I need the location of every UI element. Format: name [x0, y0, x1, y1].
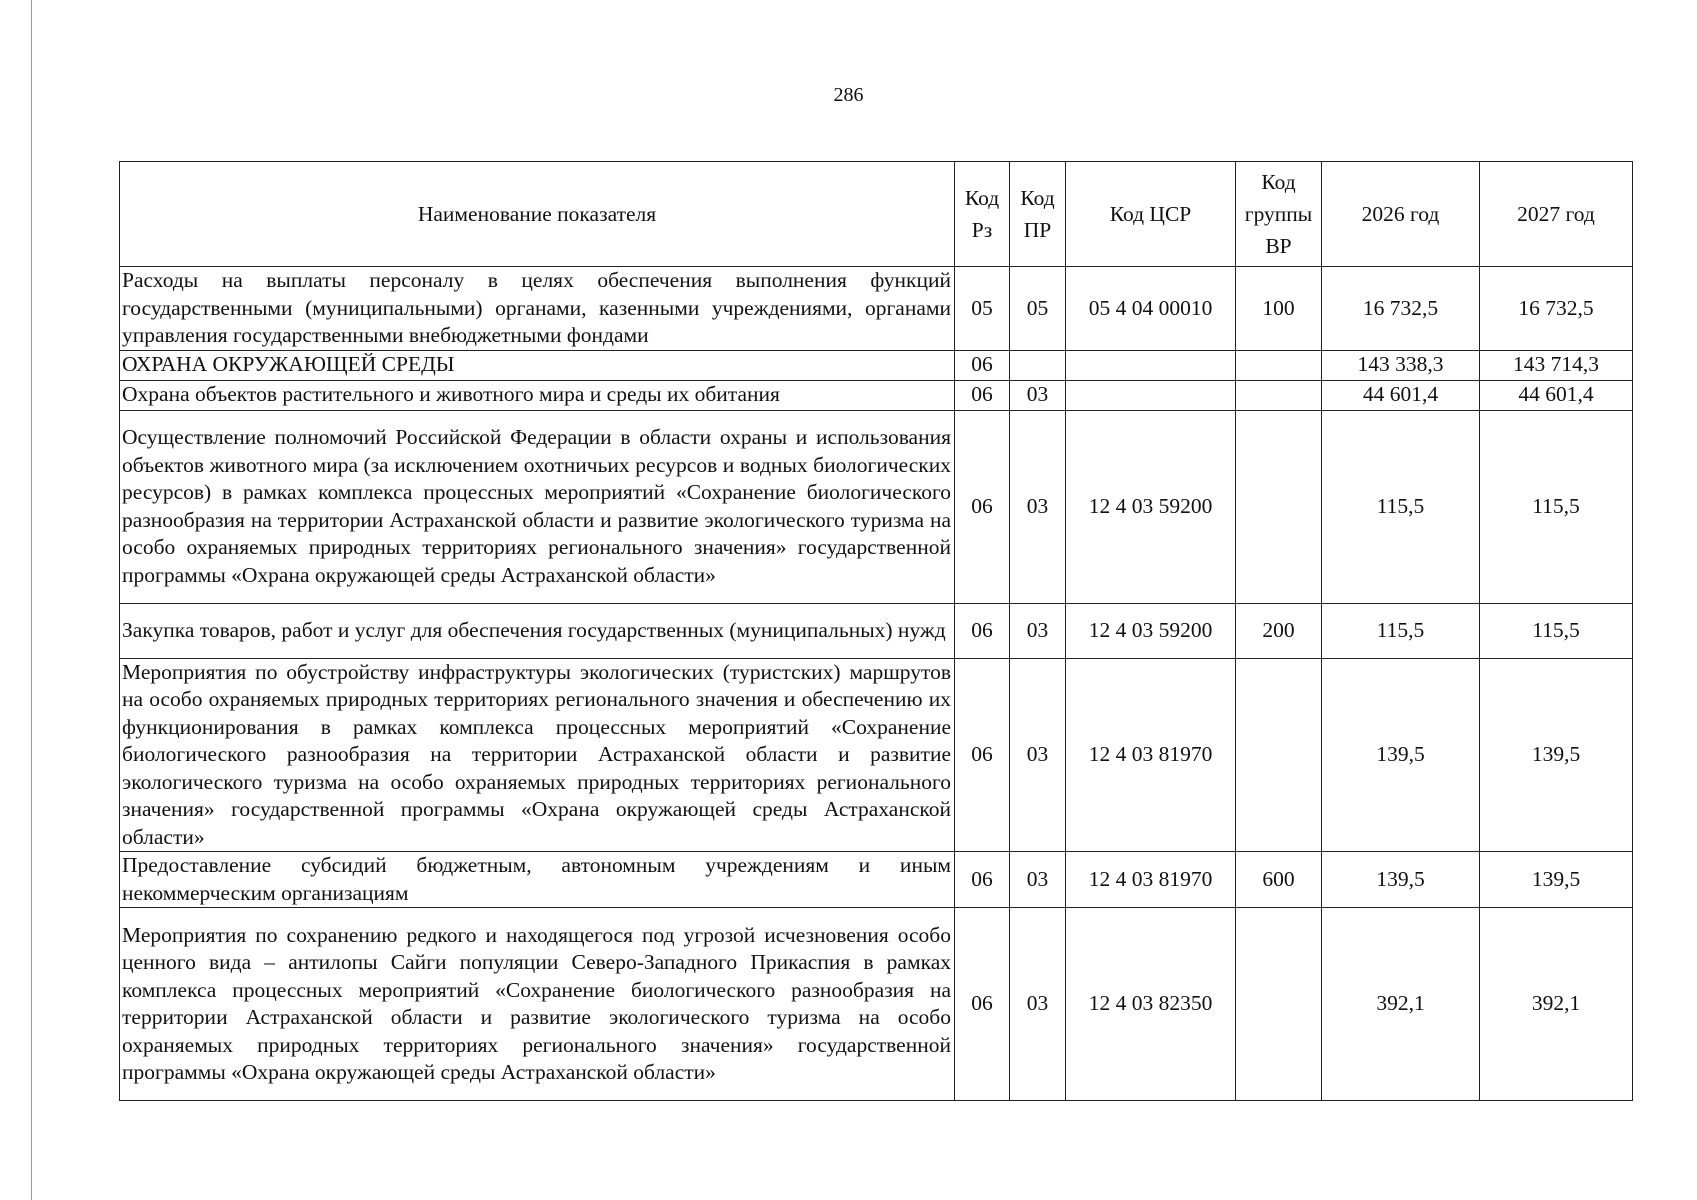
table-row [120, 380, 1633, 410]
cell-amount-2026: 143 338,3 [1322, 350, 1480, 380]
cell-rz-code: 06 [955, 410, 1010, 603]
table-row [120, 908, 1633, 1101]
header-year-2027: 2027 год [1480, 162, 1633, 267]
cell-amount-2027: 139,5 [1480, 852, 1633, 908]
cell-rz-code: 06 [955, 658, 1010, 852]
cell-pr-code [1010, 350, 1066, 380]
cell-csr-code [1066, 350, 1236, 380]
cell-rz-code: 06 [955, 908, 1010, 1101]
cell-amount-2027: 115,5 [1480, 603, 1633, 658]
cell-csr-code: 12 4 03 81970 [1066, 852, 1236, 908]
table-row [120, 267, 1633, 351]
cell-amount-2027: 16 732,5 [1480, 267, 1633, 351]
table-row [120, 852, 1633, 908]
cell-vr-code [1236, 658, 1322, 852]
cell-amount-2027: 44 601,4 [1480, 380, 1633, 410]
cell-amount-2026: 139,5 [1322, 658, 1480, 852]
cell-vr-code: 600 [1236, 852, 1322, 908]
table-row [120, 350, 1633, 380]
cell-vr-code [1236, 350, 1322, 380]
cell-indicator-name: Осуществление полномочий Российской Федерации в области охраны и использования объектов животного мира (за исключением охотничьих ресурсов и водных биологических ресурсов) в рамках комплекса процессных мероприятий «Сохранение биологического разнообразия на территории Астраханской области и развитие экологического туризма на особо охраняемых природных территориях регионального значения» государственной программы «Охрана окружающей среды Астраханской области» [120, 410, 955, 603]
page-number: 286 [833, 84, 864, 106]
cell-rz-code: 06 [955, 852, 1010, 908]
cell-rz-code: 06 [955, 603, 1010, 658]
budget-table [119, 161, 1633, 1101]
cell-rz-code: 05 [955, 267, 1010, 351]
cell-vr-code [1236, 380, 1322, 410]
cell-vr-code: 200 [1236, 603, 1322, 658]
cell-pr-code: 03 [1010, 852, 1066, 908]
cell-vr-code [1236, 908, 1322, 1101]
cell-indicator-name: Охрана объектов растительного и животного мира и среды их обитания [120, 380, 955, 410]
cell-pr-code: 03 [1010, 410, 1066, 603]
header-indicator-name: Наименование показателя [120, 162, 955, 267]
cell-amount-2026: 392,1 [1322, 908, 1480, 1101]
header-year-2026: 2026 год [1322, 162, 1480, 267]
cell-indicator-name: Предоставление субсидий бюджетным, автономным учреждениям и иным некоммерческим организациям [120, 852, 955, 908]
cell-indicator-name: Мероприятия по сохранению редкого и находящегося под угрозой исчезновения особо ценного вида – антилопы Сайги популяции Северо-Западного Прикаспия в рамках комплекса процессных мероприятий «Сохранение биологического разнообразия на территории Астраханской области и развитие экологического туризма на особо охраняемых природных территориях регионального значения» государственной программы «Охрана окружающей среды Астраханской области» [120, 908, 955, 1101]
cell-pr-code: 03 [1010, 908, 1066, 1101]
table-row [120, 410, 1633, 603]
cell-amount-2026: 139,5 [1322, 852, 1480, 908]
header-csr-code: Код ЦСР [1066, 162, 1236, 267]
budget-table-container [119, 161, 1632, 1101]
header-pr-code: Код ПР [1010, 162, 1066, 267]
cell-rz-code: 06 [955, 380, 1010, 410]
cell-indicator-name: Мероприятия по обустройству инфраструктуры экологических (туристских) маршрутов на особо охраняемых природных территориях регионального значения и обеспечению их функционирования в рамках комплекса процессных мероприятий «Сохранение биологического разнообразия на территории Астраханской области и развитие экологического туризма на особо охраняемых природных территориях регионального значения» государственной программы «Охрана окружающей среды Астраханской области» [120, 658, 955, 852]
cell-amount-2026: 115,5 [1322, 410, 1480, 603]
cell-amount-2027: 143 714,3 [1480, 350, 1633, 380]
cell-csr-code: 12 4 03 81970 [1066, 658, 1236, 852]
cell-amount-2027: 139,5 [1480, 658, 1633, 852]
cell-vr-code: 100 [1236, 267, 1322, 351]
header-rz-code: Код Рз [955, 162, 1010, 267]
cell-csr-code: 12 4 03 59200 [1066, 410, 1236, 603]
cell-pr-code: 03 [1010, 603, 1066, 658]
cell-csr-code [1066, 380, 1236, 410]
header-vr-group-code: Код группы ВР [1236, 162, 1322, 267]
cell-pr-code: 05 [1010, 267, 1066, 351]
cell-indicator-name: Закупка товаров, работ и услуг для обеспечения государственных (муниципальных) нужд [120, 603, 955, 658]
cell-amount-2027: 115,5 [1480, 410, 1633, 603]
cell-csr-code: 05 4 04 00010 [1066, 267, 1236, 351]
cell-vr-code [1236, 410, 1322, 603]
table-row [120, 603, 1633, 658]
table-row [120, 658, 1633, 852]
cell-csr-code: 12 4 03 59200 [1066, 603, 1236, 658]
cell-amount-2026: 16 732,5 [1322, 267, 1480, 351]
cell-amount-2026: 115,5 [1322, 603, 1480, 658]
cell-pr-code: 03 [1010, 380, 1066, 410]
cell-rz-code: 06 [955, 350, 1010, 380]
cell-pr-code: 03 [1010, 658, 1066, 852]
table-header-row [120, 162, 1633, 267]
cell-indicator-name: Расходы на выплаты персоналу в целях обеспечения выполнения функций государственными (муниципальными) органами, казенными учреждениями, органами управления государственными внебюджетными фондами [120, 267, 955, 351]
cell-csr-code: 12 4 03 82350 [1066, 908, 1236, 1101]
cell-amount-2027: 392,1 [1480, 908, 1633, 1101]
cell-amount-2026: 44 601,4 [1322, 380, 1480, 410]
cell-indicator-name: ОХРАНА ОКРУЖАЮЩЕЙ СРЕДЫ [120, 350, 955, 380]
binding-margin-line [31, 0, 32, 1200]
